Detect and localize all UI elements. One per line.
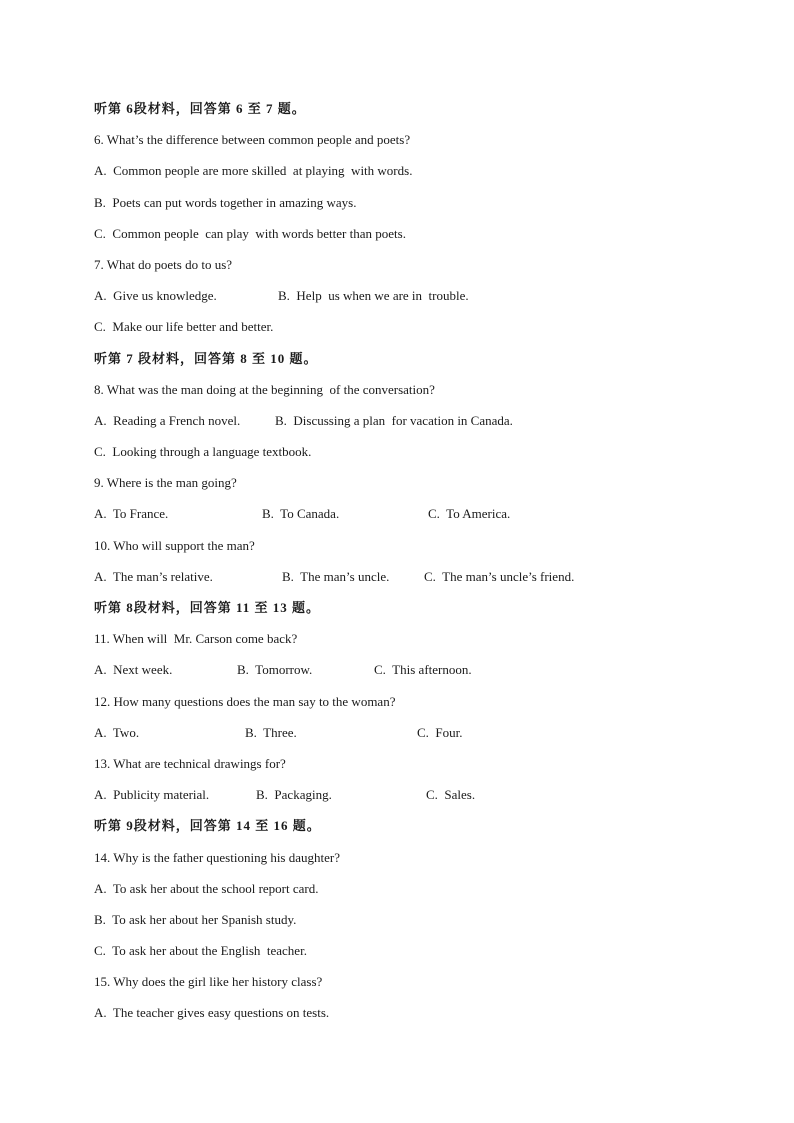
question-14: 14. Why is the father questioning his daughter? [94, 849, 340, 865]
q8-option-a: A. Reading a French novel. [94, 412, 241, 428]
q9-option-c: C. To America. [428, 506, 511, 522]
q9-option-a: A. To France. [94, 506, 169, 522]
q6-option-b: B. Poets can put words together in amazing ways. [94, 194, 357, 210]
section-heading-9: 听第 9段材料，回答第 14 至 16 题。 [94, 818, 321, 834]
q11-options-row [94, 659, 714, 690]
q12-option-c: C. Four. [417, 724, 463, 740]
q11-option-a: A. Next week. [94, 662, 173, 678]
question-8: 8. What was the man doing at the beginning of the conversation? [94, 381, 435, 397]
q13-option-b: B. Packaging. [256, 787, 332, 803]
q14-option-c: C. To ask her about the English teacher. [94, 943, 307, 959]
q12-option-b: B. Three. [245, 724, 297, 740]
q14-option-b: B. To ask her about her Spanish study. [94, 911, 297, 927]
q10-option-c: C. The man’s uncle’s friend. [424, 568, 575, 584]
question-7: 7. What do poets do to us? [94, 256, 233, 272]
q12-options-row [94, 722, 714, 753]
q13-option-c: C. Sales. [426, 787, 476, 803]
q14-option-a: A. To ask her about the school report card. [94, 880, 319, 896]
q11-option-b: B. Tomorrow. [237, 662, 313, 678]
q13-options-row [94, 784, 714, 815]
q8-option-c: C. Looking through a language textbook. [94, 444, 312, 460]
q12-option-a: A. Two. [94, 724, 140, 740]
q10-option-b: B. The man’s uncle. [282, 568, 390, 584]
question-10: 10. Who will support the man? [94, 537, 255, 553]
q6-option-c: C. Common people can play with words better than poets. [94, 225, 406, 241]
section-heading-6: 听第 6段材料，回答第 6 至 7 题。 [94, 101, 306, 116]
question-15: 15. Why does the girl like her history class? [94, 974, 323, 990]
q10-options-row [94, 566, 714, 597]
question-9: 9. Where is the man going? [94, 475, 237, 491]
question-6: 6. What’s the difference between common people and poets? [94, 132, 411, 148]
question-13: 13. What are technical drawings for? [94, 755, 286, 771]
q8-options-row [94, 410, 714, 441]
section-heading-8: 听第 8段材料，回答第 11 至 13 题。 [94, 600, 321, 615]
exam-page [94, 98, 714, 1034]
q15-option-a: A. The teacher gives easy questions on tests. [94, 1005, 330, 1021]
q7-options-row [94, 285, 714, 316]
q7-option-b: B. Help us when we are in trouble. [278, 288, 469, 304]
question-12: 12. How many questions does the man say to the woman? [94, 693, 396, 709]
q10-option-a: A. The man’s relative. [94, 568, 213, 584]
q6-option-a: A. Common people are more skilled at playing with words. [94, 163, 413, 179]
q11-option-c: C. This afternoon. [374, 662, 472, 678]
q7-option-c: C. Make our life better and better. [94, 319, 274, 335]
question-11: 11. When will Mr. Carson come back? [94, 631, 298, 647]
q9-options-row [94, 503, 714, 534]
q7-option-a: A. Give us knowledge. [94, 288, 217, 304]
q8-option-b: B. Discussing a plan for vacation in Canada. [275, 412, 513, 428]
q9-option-b: B. To Canada. [262, 506, 340, 522]
q13-option-a: A. Publicity material. [94, 787, 210, 803]
section-heading-7: 听第 7 段材料，回答第 8 至 10 题。 [94, 350, 318, 366]
